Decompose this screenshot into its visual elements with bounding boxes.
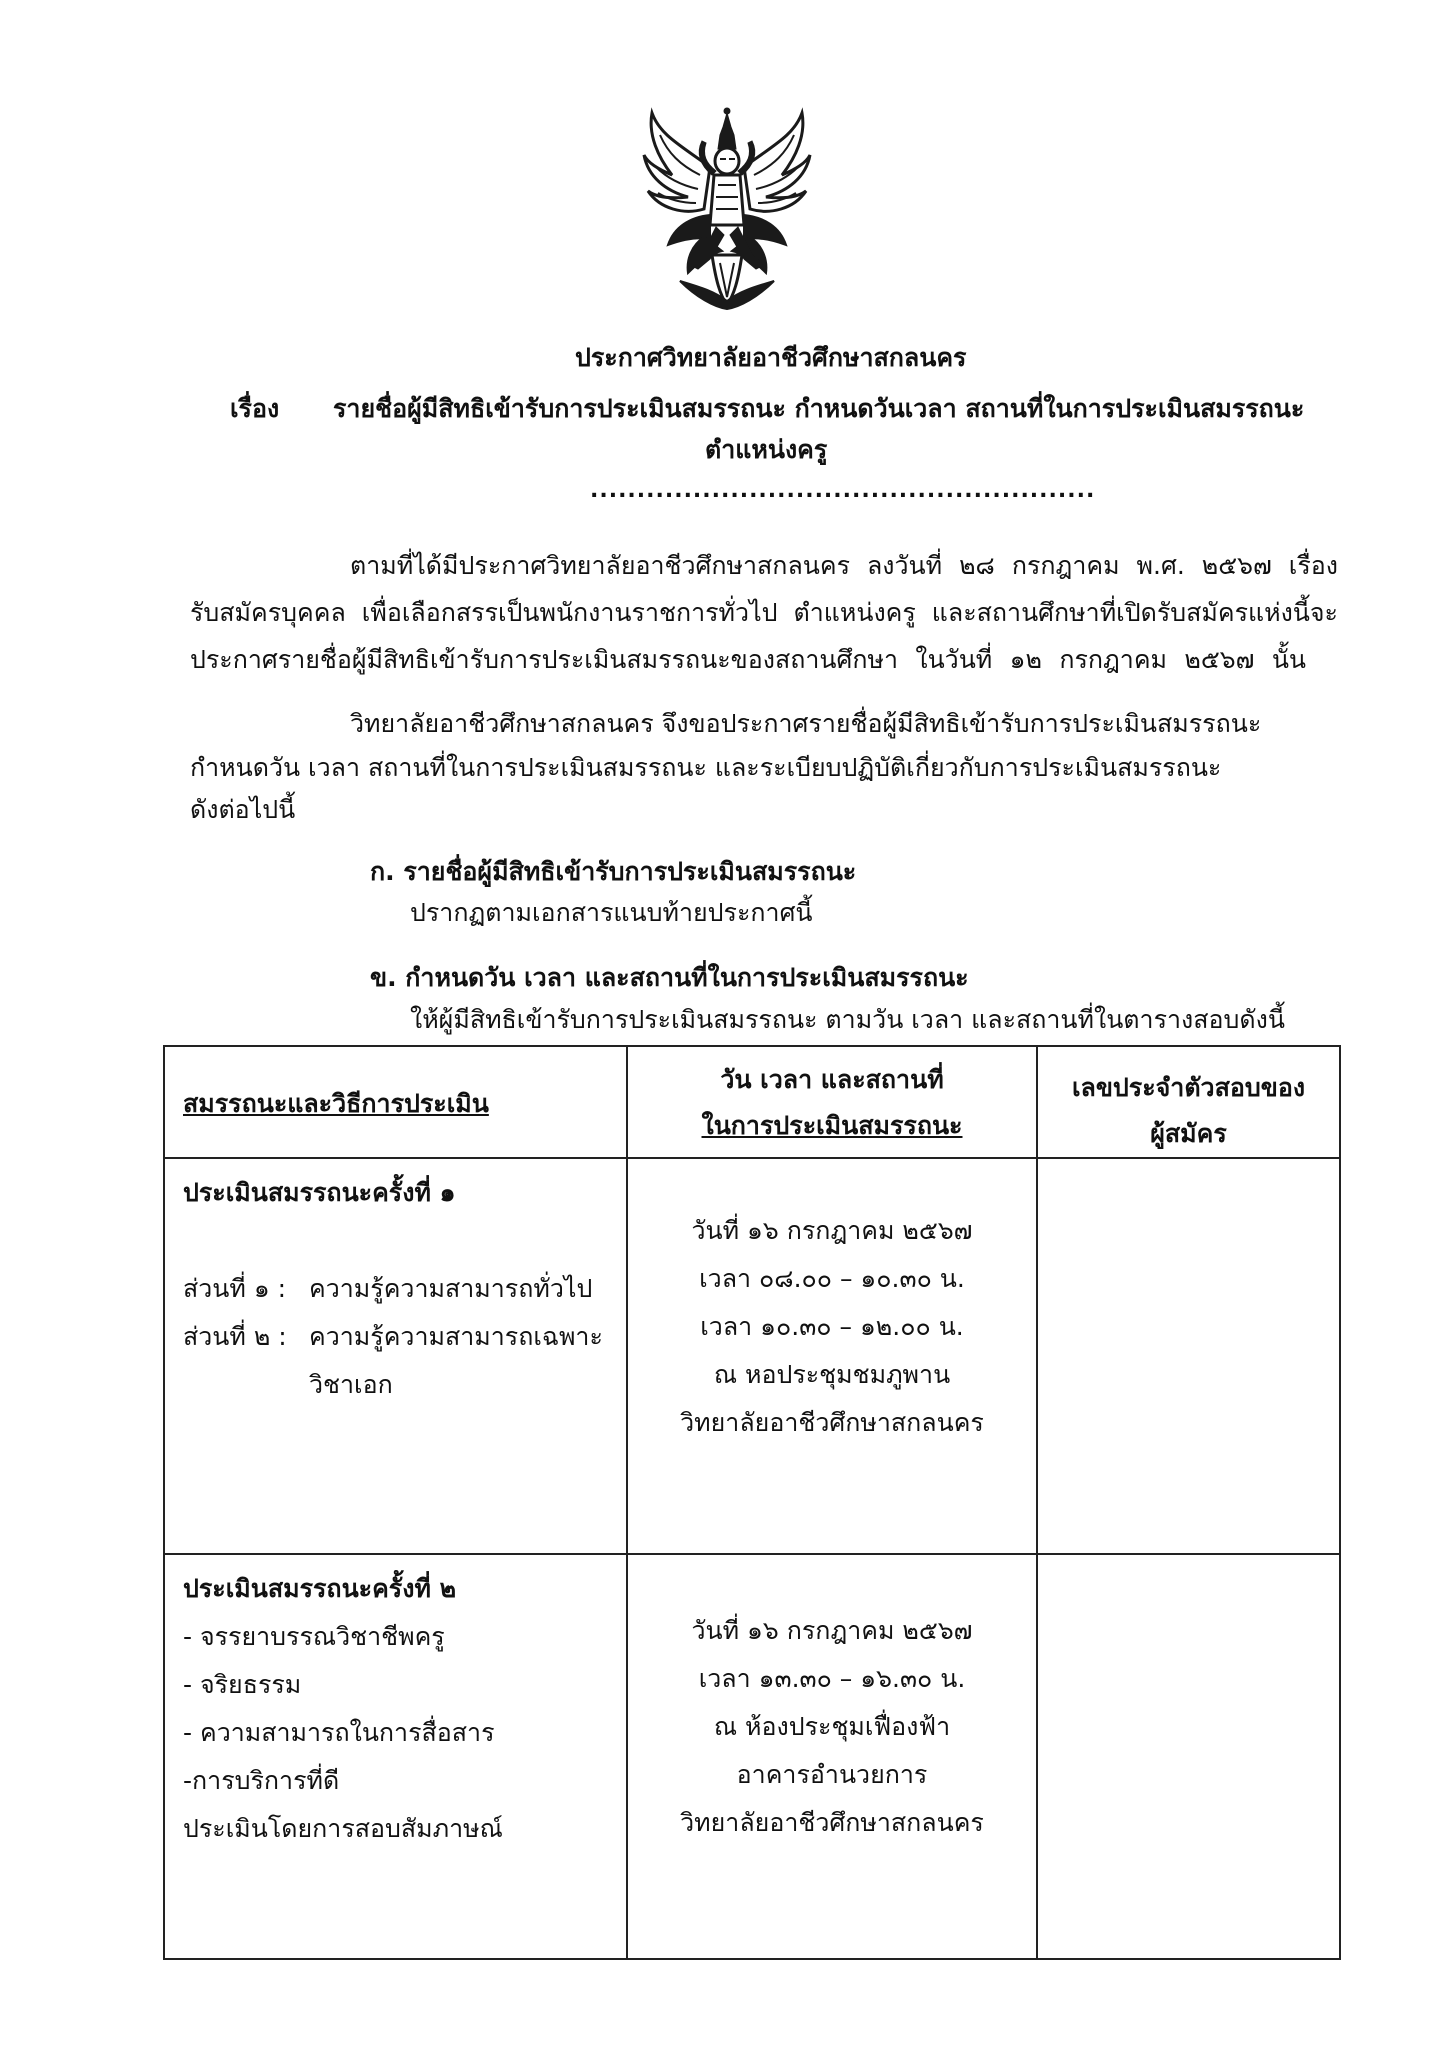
text-fragment: พ.ศ. xyxy=(1136,551,1185,580)
round-1-time-2: เวลา ๑๐.๓๐ – ๑๒.๐๐ น. xyxy=(700,1312,964,1341)
round-2-datetime-cell xyxy=(627,1554,1037,1959)
part-label: ส่วนที่ ๑ : xyxy=(183,1274,287,1303)
title-separator: ...................................................... xyxy=(590,478,1096,503)
part-text: ความรู้ความสามารถเฉพาะ xyxy=(309,1322,603,1351)
text-fragment: และสถานศึกษาที่เปิดรับสมัครแห่งนี้จะ xyxy=(931,598,1338,627)
text-fragment: รับสมัครบุคคล xyxy=(190,598,346,627)
round-2-date: วันที่ ๑๖ กรกฎาคม ๒๕๖๗ xyxy=(691,1616,973,1645)
paragraph-1-line-1 xyxy=(350,546,1338,586)
table-header-row xyxy=(164,1046,1340,1158)
round-2-method: ประเมินโดยการสอบสัมภาษณ์ xyxy=(183,1814,503,1843)
round-2-venue: ณ ห้องประชุมเฟื่องฟ้า xyxy=(713,1712,951,1741)
subject-line-1: รายชื่อผู้มีสิทธิเข้ารับการประเมินสมรรถนะ กำหนดวันเวลา สถานที่ในการประเมินสมรรถนะ xyxy=(333,394,1305,423)
column-header-label: สมรรถนะและวิธีการประเมิน xyxy=(183,1089,489,1118)
round-2-building: อาคารอำนวยการ xyxy=(736,1760,928,1789)
text-fragment: นั้น xyxy=(1271,645,1306,674)
part-label: ส่วนที่ ๒ : xyxy=(183,1322,287,1351)
round-1-competency-cell xyxy=(164,1158,627,1554)
round-2-item: -การบริการที่ดี xyxy=(183,1766,340,1795)
text-fragment: ในวันที่ xyxy=(915,645,993,674)
column-header-label: เลขประจำตัวสอบของ xyxy=(1071,1073,1306,1102)
text-fragment: ๒๕๖๗ xyxy=(1184,645,1255,674)
column-header-label: วัน เวลา และสถานที่ xyxy=(720,1065,944,1094)
round-1-venue: ณ หอประชุมชมภูพาน xyxy=(713,1360,951,1389)
round-1-datetime-cell xyxy=(627,1158,1037,1554)
garuda-emblem-icon xyxy=(640,105,815,310)
subject-label: เรื่อง xyxy=(230,394,280,423)
round-2-item: - จริยธรรม xyxy=(183,1670,302,1699)
table-row xyxy=(164,1554,1340,1959)
round-1-title: ประเมินสมรรถนะครั้งที่ ๑ xyxy=(183,1178,456,1207)
round-2-time: เวลา ๑๓.๓๐ – ๑๖.๓๐ น. xyxy=(698,1664,966,1693)
round-1-exam-id-cell xyxy=(1037,1158,1340,1554)
text-fragment: เพื่อเลือกสรรเป็นพนักงานราชการทั่วไป xyxy=(361,598,778,627)
subject-line-2: ตำแหน่งครู xyxy=(705,435,828,464)
round-2-exam-id-cell xyxy=(1037,1554,1340,1959)
column-header-datetime-venue xyxy=(627,1046,1037,1158)
text-fragment: กรกฎาคม xyxy=(1011,551,1120,580)
column-header-label: ผู้สมัคร xyxy=(1150,1119,1227,1148)
section-a-heading: ก. รายชื่อผู้มีสิทธิเข้ารับการประเมินสมรรถนะ xyxy=(370,857,857,886)
section-a-detail: ปรากฏตามเอกสารแนบท้ายประกาศนี้ xyxy=(410,898,813,927)
column-header-exam-id xyxy=(1037,1046,1340,1158)
text-fragment: ประกาศรายชื่อผู้มีสิทธิเข้ารับการประเมินสมรรถนะของสถานศึกษา xyxy=(190,645,899,674)
paragraph-1-line-2 xyxy=(190,593,1338,633)
text-fragment: ตำแหน่งครู xyxy=(793,598,916,627)
text-fragment: ๒๘ xyxy=(959,551,995,580)
announcement-title: ประกาศวิทยาลัยอาชีวศึกษาสกลนคร xyxy=(575,343,967,372)
text-fragment: ตามที่ได้มีประกาศวิทยาลัยอาชีวศึกษาสกลนคร xyxy=(350,551,850,580)
round-2-item: - จรรยาบรรณวิชาชีพครู xyxy=(183,1622,445,1651)
paragraph-1-line-3 xyxy=(190,640,1306,680)
round-2-institution: วิทยาลัยอาชีวศึกษาสกลนคร xyxy=(680,1808,984,1837)
text-fragment: เรื่อง xyxy=(1288,551,1338,580)
section-b-detail: ให้ผู้มีสิทธิเข้ารับการประเมินสมรรถนะ ตามวัน เวลา และสถานที่ในตารางสอบดังนี้ xyxy=(410,1005,1285,1034)
table-row xyxy=(164,1158,1340,1554)
column-header-label: ในการประเมินสมรรถนะ xyxy=(701,1111,963,1140)
assessment-schedule-table xyxy=(163,1045,1341,1960)
paragraph-2-line-2: กำหนดวัน เวลา สถานที่ในการประเมินสมรรถนะ และระเบียบปฏิบัติเกี่ยวกับการประเมินสมรรถนะ xyxy=(190,753,1222,782)
round-1-institution: วิทยาลัยอาชีวศึกษาสกลนคร xyxy=(680,1408,984,1437)
round-1-part-2 xyxy=(183,1313,626,1361)
round-2-competency-cell xyxy=(164,1554,627,1959)
section-b-heading: ข. กำหนดวัน เวลา และสถานที่ในการประเมินสมรรถนะ xyxy=(370,963,969,992)
round-2-title: ประเมินสมรรถนะครั้งที่ ๒ xyxy=(183,1574,457,1603)
round-1-time-1: เวลา ๐๘.๐๐ – ๑๐.๓๐ น. xyxy=(699,1264,965,1293)
round-2-item: - ความสามารถในการสื่อสาร xyxy=(183,1718,495,1747)
text-fragment: กรกฎาคม xyxy=(1059,645,1168,674)
round-1-date: วันที่ ๑๖ กรกฎาคม ๒๕๖๗ xyxy=(691,1216,973,1245)
part-text-continuation: วิชาเอก xyxy=(309,1370,393,1399)
part-text: ความรู้ความสามารถทั่วไป xyxy=(309,1274,593,1303)
text-fragment: ๒๕๖๗ xyxy=(1201,551,1272,580)
paragraph-2-line-1: วิทยาลัยอาชีวศึกษาสกลนคร จึงขอประกาศรายชื่อผู้มีสิทธิเข้ารับการประเมินสมรรถนะ xyxy=(350,709,1262,738)
text-fragment: ๑๒ xyxy=(1009,645,1042,674)
paragraph-2-line-3: ดังต่อไปนี้ xyxy=(190,795,296,824)
column-header-competency xyxy=(164,1046,627,1158)
round-1-part-1 xyxy=(183,1265,626,1313)
text-fragment: ลงวันที่ xyxy=(866,551,943,580)
